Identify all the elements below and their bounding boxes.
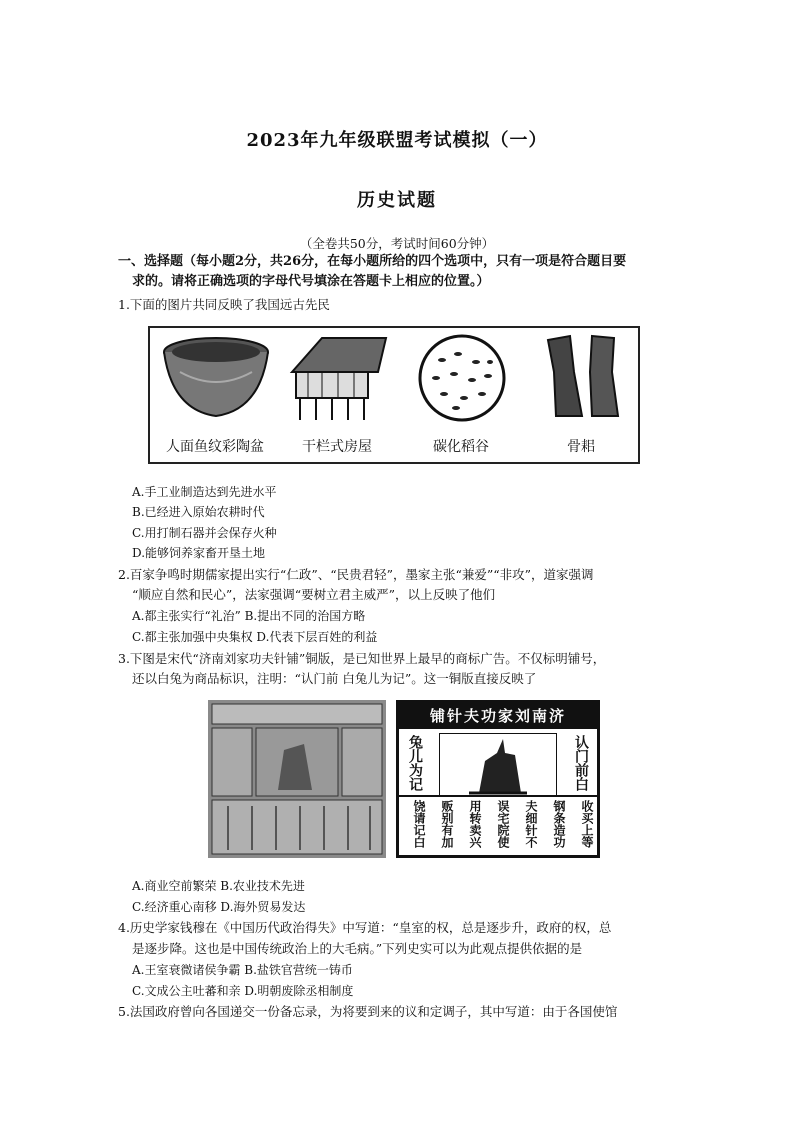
q1-option-c: C.用打制石器并会保存火种 (132, 526, 277, 540)
brand-header: 铺针夫功家刘南济 (399, 703, 597, 729)
caption-pottery: 人面鱼纹彩陶盆 (166, 439, 264, 455)
bone-spade-icon (526, 332, 638, 424)
figure-pottery-basin (156, 332, 274, 460)
exam-subtitle: 历史试题 (357, 190, 437, 211)
exam-title: 2023年九年级联盟考试模拟（一） (246, 130, 548, 151)
pottery-basin-icon (160, 332, 272, 424)
stilt-house-icon (282, 332, 394, 424)
brand-left-text: 兔儿为记 (407, 735, 423, 791)
q2-options-line2: C.都主张加强中央集权 D.代表下层百姓的利益 (132, 630, 378, 644)
brand-col-1: 收买上等 (580, 800, 594, 848)
q1-figure (148, 326, 640, 464)
caption-bone-spade: 骨耜 (567, 439, 595, 455)
q1-option-b: B.已经进入原始农耕时代 (132, 505, 265, 519)
brand-col-6: 贩别有加 (440, 800, 454, 848)
q5-stem-line1: 5.法国政府曾向各国递交一份备忘录，为将要到来的议和定调子，其中写道：由于各国使馆 (118, 1004, 618, 1019)
q4-options-line1: A.王室衰微诸侯争霸 B.盐铁官营统一铸币 (132, 963, 353, 977)
section-heading-line1: 一、选择题（每小题2分，共26分，在每小题所给的四个选项中，只有一项是符合题目要 (118, 254, 627, 269)
q1-option-a: A.手工业制造达到先进水平 (132, 485, 277, 499)
q3-options-line1: A.商业空前繁荣 B.农业技术先进 (132, 879, 305, 893)
q2-stem-line1: 2.百家争鸣时期儒家提出实行“仁政”、“民贵君轻”，墨家主张“兼爱”“非攻”，道家强调 (118, 567, 594, 582)
copper-plate-photo-icon (208, 700, 386, 858)
caption-stilt-house: 干栏式房屋 (302, 439, 372, 455)
brand-col-2: 钢条造功 (552, 800, 566, 848)
q3-copper-plate-drawing (396, 700, 600, 858)
white-rabbit-icon (439, 733, 557, 797)
q2-stem-line2: “顺应自然和民心”，法家强调“要树立君主威严”，以上反映了他们 (132, 587, 496, 602)
q1-option-d: D.能够饲养家畜开垦土地 (132, 546, 266, 560)
q1-stem: 1.下面的图片共同反映了我国远古先民 (118, 297, 330, 312)
brand-col-3: 夫细针不 (524, 800, 538, 848)
figure-bone-spade (522, 332, 640, 460)
brand-col-5: 用转卖兴 (468, 800, 482, 848)
exam-note: （全卷共50分，考试时间60分钟） (299, 236, 495, 251)
q4-options-line2: C.文成公主吐蕃和亲 D.明朝废除丞相制度 (132, 984, 354, 998)
q3-stem-line1: 3.下图是宋代“济南刘家功夫针铺”铜版，是已知世界上最早的商标广告。不仅标明铺号， (118, 651, 606, 666)
caption-rice: 碳化稻谷 (433, 439, 489, 455)
figure-stilt-house (278, 332, 396, 460)
q4-stem-line2: 是逐步降。这也是中国传统政治上的大毛病。”下列史实可以为此观点提供依据的是 (132, 941, 583, 956)
brand-col-4: 误宅院使 (496, 800, 510, 848)
rice-grains-icon (406, 332, 518, 424)
figure-carbonized-rice (402, 332, 520, 460)
q3-copper-plate-photo (208, 700, 386, 858)
brand-col-7: 饶请记白 (412, 800, 426, 848)
brand-right-text: 认门前白 (573, 735, 589, 791)
q2-options-line1: A.都主张实行“礼治” B.提出不同的治国方略 (132, 609, 366, 623)
q3-stem-line2: 还以白兔为商品标识，注明：“认门前 白兔儿为记”。这一铜版直接反映了 (132, 671, 537, 686)
q4-stem-line1: 4.历史学家钱穆在《中国历代政治得失》中写道：“皇室的权，总是逐步升，政府的权，总 (118, 920, 612, 935)
brand-bottom-grid (399, 795, 597, 855)
section-heading-line2: 求的。请将正确选项的字母代号填涂在答题卡上相应的位置。） (132, 274, 490, 289)
q3-options-line2: C.经济重心南移 D.海外贸易发达 (132, 900, 306, 914)
